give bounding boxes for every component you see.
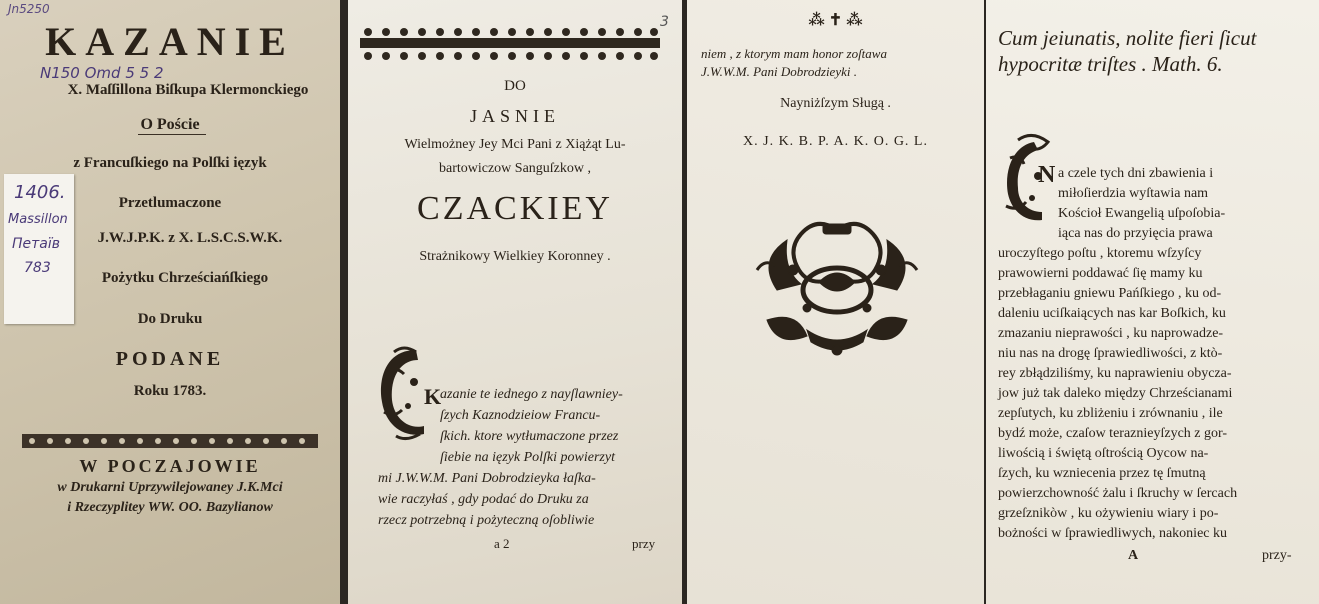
sermon-line-16: ſzych, ku wzniecenia przez tę ſmutną (998, 466, 1206, 481)
signature-mark: A (1128, 548, 1139, 563)
handwritten-shelfmark: Jn5250 (8, 2, 50, 16)
label-author: Massillon (8, 212, 68, 227)
ornament-rule-icon (22, 432, 318, 450)
top-ornament-icon: ⁂ ✝ ⁂ (808, 12, 863, 29)
dedication-body-1: azanie te iednego z nayſlawniey- (440, 387, 623, 402)
handwritten-note: N150 Omd 5 5 2 (40, 64, 164, 82)
dedication-page (348, 0, 682, 604)
drop-initial: K (424, 384, 442, 409)
sermon-line-17: powierzchowność żalu i ſkruchy w ſercach (998, 486, 1238, 501)
title: KAZANIE (45, 19, 295, 64)
sermon-line-11: rey zbłądziliśmy, ku naprawieniu obycza- (998, 366, 1232, 381)
dedication-line-2: bartowiczow Sanguſzkow , (438, 161, 592, 176)
title-page (0, 0, 340, 604)
header-ornament-icon (360, 26, 660, 64)
sermon-line-9: zmazaniu nieprawości , ku naprowadze- (998, 326, 1224, 341)
catchword: przy (632, 536, 656, 551)
year-line: Roku 1783. (133, 383, 207, 399)
sermon-line-7: przebłaganiu gniewu Pańſkiego , ku od- (998, 286, 1222, 301)
sermon-line-8: daleniu uciſkaiących nas kar Boſkich, ku (998, 306, 1226, 321)
subject-line: O Poście (140, 116, 200, 133)
label-number: 1406. (14, 182, 66, 203)
dedication-end-page (687, 0, 984, 604)
sermon-line-10: niu nas na drogę ſprawiedliwości, z ktò- (998, 346, 1223, 361)
sermon-line-5: uroczyſtego poſtu , ktoremu wſzyſcy (998, 246, 1202, 261)
closing-servant: Nayniżſzym Sługą . (780, 96, 891, 111)
sermon-line-15: liwością i świętą oſtrością Oycow na- (998, 446, 1209, 461)
dedication-line-1: Wielmożney Jey Mci Pani z Xiążąt Lu- (404, 137, 626, 152)
closing-line-1: niem , z ktorym mam honor zoſtawa (701, 46, 887, 61)
dedication-body-5: mi J.W.W.M. Pani Dobrodzieyka łaſka- (378, 471, 596, 486)
signature-mark: a 2 (494, 536, 510, 551)
sermon-line-6: prawowierni poddawać ſię mamy ku (998, 266, 1203, 281)
sermon-line-13: zepſutych, ku zbliżeniu i zrównaniu , ile (998, 406, 1223, 421)
imprint-order: i Rzeczyplitey WW. OO. Bazylianow (67, 500, 273, 515)
epigraph-line-2: hypocritæ triſtes . Math. 6. (998, 52, 1223, 76)
sermon-line-2: miłoſierdzia wyſtawia nam (1058, 186, 1209, 201)
closing-line-2: J.W.W.M. Pani Dobrodzieyki . (701, 64, 857, 79)
drop-initial: N (1038, 162, 1056, 188)
dedication-to: DO (504, 78, 526, 94)
dedicatee-title: Strażnikowy Wielkiey Koronney . (419, 249, 611, 264)
sermon-page (986, 0, 1319, 604)
sermon-line-1: a czele tych dni zbawienia i (1058, 166, 1214, 181)
sermon-line-14: bydź może, czaſow teraznieyſzych z gor- (998, 426, 1228, 441)
dedicatee-name: CZACKIEY (417, 190, 613, 227)
dedication-body-2: ſzych Kaznodzieiow Francu- (440, 408, 601, 423)
imprint-printer: w Drukarni Uprzywilejowaney J.K.Mci (57, 480, 283, 495)
dedication-body-3: ſkich. ktore wytłumaczone przez (440, 429, 619, 444)
language-line: z Francuſkiego na Polſki ięzyk (73, 155, 267, 171)
epigraph-line-1: Cum jeiunatis, nolite fieri ſicut (998, 26, 1257, 50)
label-title: Петаїв (12, 236, 61, 252)
given-line: PODANE (115, 348, 225, 370)
dedication-body-7: rzecz potrzebną i pożyteczną oſobliwie (378, 513, 595, 528)
sermon-line-18: grzeſznikòw , ku ożywieniu wiary i po- (998, 506, 1219, 521)
purpose-line: Pożytku Chrześciańſkiego (101, 270, 269, 286)
sermon-line-12: jow już tak daleko między Chrześcianami (998, 386, 1233, 401)
translator-line: J.W.J.P.K. z X. L.S.C.S.W.K. (97, 230, 283, 246)
sermon-line-4: iąca nas do przyięcia prawa (1058, 226, 1213, 241)
catchword: przy- (1262, 548, 1292, 563)
closing-initials: X. J. K. B. P. A. K. O. G. L. (743, 134, 928, 149)
floral-vignette-icon (747, 210, 927, 360)
label-year: 783 (24, 260, 51, 276)
imprint-place: W POCZAJOWIE (79, 456, 261, 476)
page-number: 3 (660, 14, 669, 30)
dedication-body-4: ſiebie na ięzyk Polſki powierzyt (440, 450, 615, 465)
library-label (4, 174, 74, 324)
dedication-body-6: wie raczyłaś , gdy podać do Druku za (378, 492, 589, 507)
sermon-line-19: bożności w ſprawiedliwych, nakoniec ku (998, 526, 1227, 541)
dedication-jasnie: JASNIE (469, 106, 560, 126)
sermon-line-3: Kościoł Ewangelią uſpoſobia- (1058, 206, 1226, 221)
author-line: X. Maſſillona Biſkupa Klermonckiego (67, 82, 309, 98)
translated-line: Przetlumaczone (118, 195, 222, 211)
print-line: Do Druku (137, 311, 203, 327)
